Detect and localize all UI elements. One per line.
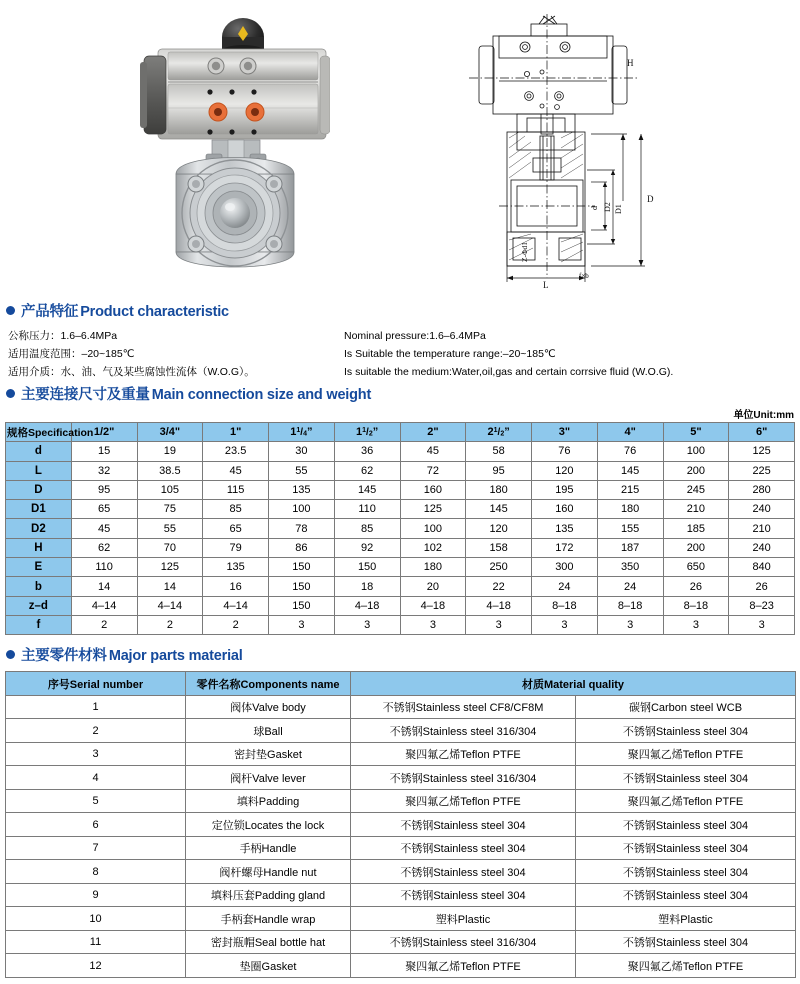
dimension-row-label: D2 <box>6 519 72 538</box>
dimension-cell: 125 <box>137 558 203 577</box>
materials-cell-part: 填料Padding <box>186 789 351 813</box>
materials-cell-part: 垫圈Gasket <box>186 954 351 978</box>
bullet-icon <box>6 306 15 315</box>
dimension-cell: 14 <box>137 577 203 596</box>
dimension-cell: 26 <box>663 577 729 596</box>
drawing-label-D1: D1 <box>614 204 623 214</box>
materials-cell-serial: 6 <box>6 813 186 837</box>
materials-table-row <box>6 813 796 837</box>
materials-cell-material-2: 聚四氟乙烯Teflon PTFE <box>576 954 796 978</box>
materials-cell-serial: 11 <box>6 930 186 954</box>
dimension-cell: 95 <box>71 480 137 499</box>
dimension-column-header: 2" <box>400 423 466 442</box>
characteristic-english-column <box>344 327 794 381</box>
dimension-column-header: 3/4" <box>137 423 203 442</box>
dimension-cell: 125 <box>729 442 795 461</box>
materials-cell-part: 手柄Handle <box>186 836 351 860</box>
dimension-cell: 38.5 <box>137 461 203 480</box>
dimension-column-header: 3" <box>532 423 598 442</box>
materials-cell-part: 球Ball <box>186 719 351 743</box>
materials-table-row <box>6 719 796 743</box>
dimension-cell: 225 <box>729 461 795 480</box>
dimension-cell: 240 <box>729 538 795 557</box>
drawing-label-D: D <box>647 194 654 204</box>
heading-en: Product characteristic <box>80 304 229 320</box>
dimension-cell: 250 <box>466 558 532 577</box>
dimension-cell: 3 <box>663 615 729 634</box>
dimension-cell: 135 <box>203 558 269 577</box>
dimension-cell: 92 <box>334 538 400 557</box>
dimension-column-header: 1/2" <box>71 423 137 442</box>
dimension-cell: 45 <box>203 461 269 480</box>
dimension-table-row <box>6 577 795 596</box>
materials-table-row <box>6 742 796 766</box>
dimension-cell: 210 <box>729 519 795 538</box>
dimension-table-row <box>6 596 795 615</box>
dimension-cell: 180 <box>466 480 532 499</box>
dimension-cell: 36 <box>334 442 400 461</box>
materials-cell-part: 阀杆Valve lever <box>186 766 351 790</box>
bullet-icon <box>6 650 15 659</box>
dimension-cell: 76 <box>597 442 663 461</box>
materials-cell-material-2: 塑料Plastic <box>576 907 796 931</box>
materials-header-serial: 序号Serial number <box>6 672 186 696</box>
dimension-cell: 2 <box>137 615 203 634</box>
dimension-cell: 4–18 <box>334 596 400 615</box>
bullet-icon <box>6 389 15 398</box>
dimension-cell: 145 <box>334 480 400 499</box>
dimension-column-header: $1^1/_2$” <box>334 423 400 442</box>
characteristic-block <box>0 325 800 383</box>
drawing-label-D2: D2 <box>603 202 612 212</box>
dimension-cell: 150 <box>334 558 400 577</box>
drawing-label-H: H <box>627 58 634 68</box>
dimension-table-header-row <box>6 423 795 442</box>
dimension-table-row <box>6 519 795 538</box>
materials-cell-serial: 3 <box>6 742 186 766</box>
materials-table-header-row <box>6 672 796 696</box>
dimension-cell: 65 <box>203 519 269 538</box>
materials-table-row <box>6 766 796 790</box>
dimension-cell: 4–14 <box>203 596 269 615</box>
materials-cell-part: 手柄套Handle wrap <box>186 907 351 931</box>
dimension-cell: 102 <box>400 538 466 557</box>
dimension-cell: 30 <box>269 442 335 461</box>
dimension-cell: 187 <box>597 538 663 557</box>
dimension-cell: 18 <box>334 577 400 596</box>
dimension-table-row <box>6 615 795 634</box>
materials-cell-serial: 12 <box>6 954 186 978</box>
dimension-cell: 180 <box>400 558 466 577</box>
dimension-cell: 3 <box>400 615 466 634</box>
characteristic-chinese-column <box>8 327 348 381</box>
dimension-cell: 4–18 <box>466 596 532 615</box>
dimension-cell: 300 <box>532 558 598 577</box>
dimension-cell: 350 <box>597 558 663 577</box>
dimension-cell: 110 <box>334 500 400 519</box>
char-cn-line-2: 适用温度范围：–20~185℃ <box>8 348 135 360</box>
dimension-column-header: 1" <box>203 423 269 442</box>
product-image-area <box>0 0 800 300</box>
dimension-table-corner-header <box>6 423 94 442</box>
dimension-column-header: 5" <box>663 423 729 442</box>
dimension-column-header: 4" <box>597 423 663 442</box>
dimension-cell: 145 <box>597 461 663 480</box>
corner-label-en: Specification <box>28 426 94 439</box>
dimension-row-label: D1 <box>6 500 72 519</box>
dimension-column-header: $2^1/_2$” <box>466 423 532 442</box>
dimension-cell: 155 <box>597 519 663 538</box>
materials-table-row <box>6 954 796 978</box>
materials-cell-material-1: 不锈钢Stainless steel 304 <box>351 813 576 837</box>
dimension-cell: 58 <box>466 442 532 461</box>
materials-table-row <box>6 883 796 907</box>
dimension-cell: 195 <box>532 480 598 499</box>
dimension-cell: 14 <box>71 577 137 596</box>
heading-cn: 主要连接尺寸及重量 <box>21 387 150 403</box>
dimension-cell: 100 <box>269 500 335 519</box>
materials-cell-material-1: 塑料Plastic <box>351 907 576 931</box>
char-en-line-1: Nominal pressure:1.6–6.4MPa <box>344 330 486 342</box>
materials-cell-part: 密封垫Gasket <box>186 742 351 766</box>
dimension-cell: 240 <box>729 500 795 519</box>
materials-cell-part: 阀体Valve body <box>186 695 351 719</box>
dimension-cell: 120 <box>466 519 532 538</box>
materials-cell-material-1: 聚四氟乙烯Teflon PTFE <box>351 954 576 978</box>
dimension-cell: 210 <box>663 500 729 519</box>
dimension-cell: 32 <box>71 461 137 480</box>
dimension-table-row <box>6 500 795 519</box>
char-en-line-3: Is suitable the medium:Water,oil,gas and certain corrsive fluid (W.O.G). <box>344 366 674 378</box>
materials-cell-material-1: 不锈钢Stainless steel 316/304 <box>351 719 576 743</box>
materials-cell-material-2: 聚四氟乙烯Teflon PTFE <box>576 789 796 813</box>
dimension-cell: 650 <box>663 558 729 577</box>
materials-cell-part: 阀杆螺母Handle nut <box>186 860 351 884</box>
dimension-cell: 76 <box>532 442 598 461</box>
materials-table-row <box>6 695 796 719</box>
dimension-cell: 22 <box>466 577 532 596</box>
dimension-cell: 840 <box>729 558 795 577</box>
materials-cell-part: 定位锁Locates the lock <box>186 813 351 837</box>
materials-cell-serial: 5 <box>6 789 186 813</box>
dimension-row-label: H <box>6 538 72 557</box>
dimension-row-label: f <box>6 615 72 634</box>
materials-cell-material-2: 不锈钢Stainless steel 304 <box>576 860 796 884</box>
dimension-cell: 150 <box>269 596 335 615</box>
materials-cell-serial: 2 <box>6 719 186 743</box>
dimension-cell: 85 <box>203 500 269 519</box>
dimension-cell: 3 <box>532 615 598 634</box>
dimension-cell: 110 <box>71 558 137 577</box>
materials-cell-material-2: 不锈钢Stainless steel 304 <box>576 813 796 837</box>
dimension-table-row <box>6 480 795 499</box>
heading-cn: 产品特征 <box>21 304 79 320</box>
dimension-cell: 180 <box>597 500 663 519</box>
materials-cell-material-1: 聚四氟乙烯Teflon PTFE <box>351 742 576 766</box>
dimension-cell: 150 <box>269 558 335 577</box>
dimension-row-label: b <box>6 577 72 596</box>
drawing-label-fb: f×b <box>579 272 589 280</box>
dimension-cell: 95 <box>466 461 532 480</box>
materials-cell-part: 密封瓶帽Seal bottle hat <box>186 930 351 954</box>
dimension-cell: 78 <box>269 519 335 538</box>
dimension-cell: 160 <box>532 500 598 519</box>
dimension-cell: 3 <box>334 615 400 634</box>
dimension-cell: 8–18 <box>663 596 729 615</box>
dimension-cell: 86 <box>269 538 335 557</box>
materials-table-row <box>6 907 796 931</box>
dimension-row-label: D <box>6 480 72 499</box>
char-cn-line-3: 适用介质：水、油、气及某些腐蚀性流体（W.O.G）。 <box>8 366 255 378</box>
dimension-cell: 160 <box>400 480 466 499</box>
dimension-cell: 3 <box>466 615 532 634</box>
dimension-cell: 2 <box>71 615 137 634</box>
dimension-cell: 75 <box>137 500 203 519</box>
materials-cell-material-2: 不锈钢Stainless steel 304 <box>576 719 796 743</box>
dimension-cell: 19 <box>137 442 203 461</box>
dimension-cell: 4–14 <box>71 596 137 615</box>
materials-cell-serial: 4 <box>6 766 186 790</box>
char-en-line-2: Is Suitable the temperature range:–20~185℃ <box>344 348 556 360</box>
dimension-cell: 3 <box>729 615 795 634</box>
dimension-row-label: z–d <box>6 596 72 615</box>
corner-label-cn: 规格 <box>7 426 28 439</box>
dimension-cell: 3 <box>269 615 335 634</box>
dimension-cell: 172 <box>532 538 598 557</box>
materials-cell-serial: 8 <box>6 860 186 884</box>
section-heading-major-parts-material <box>0 644 800 665</box>
dimension-cell: 23.5 <box>203 442 269 461</box>
dimension-cell: 8–18 <box>532 596 598 615</box>
dimension-cell: 79 <box>203 538 269 557</box>
dimension-drawing <box>455 6 685 294</box>
dimension-column-header: $1^1/_4$” <box>269 423 335 442</box>
materials-cell-material-2: 碳钢Carbon steel WCB <box>576 695 796 719</box>
dimension-cell: 55 <box>137 519 203 538</box>
materials-cell-material-1: 不锈钢Stainless steel CF8/CF8M <box>351 695 576 719</box>
dimension-cell: 72 <box>400 461 466 480</box>
dimension-table-row <box>6 558 795 577</box>
dimension-row-label: d <box>6 442 72 461</box>
unit-note: 单位Unit:mm <box>733 410 794 421</box>
dimension-cell: 16 <box>203 577 269 596</box>
dimension-cell: 200 <box>663 538 729 557</box>
materials-cell-material-1: 聚四氟乙烯Teflon PTFE <box>351 789 576 813</box>
dimension-cell: 150 <box>269 577 335 596</box>
dimension-cell: 55 <box>269 461 335 480</box>
materials-table-body <box>6 695 796 977</box>
heading-en: Main connection size and weight <box>151 387 372 403</box>
materials-table-row <box>6 860 796 884</box>
dimension-cell: 20 <box>400 577 466 596</box>
dimension-cell: 24 <box>597 577 663 596</box>
dimension-cell: 45 <box>71 519 137 538</box>
dimension-table-row <box>6 442 795 461</box>
dimension-table-row <box>6 461 795 480</box>
materials-cell-material-1: 不锈钢Stainless steel 304 <box>351 860 576 884</box>
dimension-cell: 100 <box>663 442 729 461</box>
materials-table-row <box>6 836 796 860</box>
product-photo <box>130 4 330 294</box>
dimension-column-header: 6" <box>729 423 795 442</box>
section-heading-main-connection-size <box>0 383 800 404</box>
drawing-label-d: d <box>590 206 599 210</box>
materials-cell-serial: 1 <box>6 695 186 719</box>
dimension-cell: 62 <box>334 461 400 480</box>
materials-table <box>5 671 796 978</box>
materials-cell-serial: 10 <box>6 907 186 931</box>
dimension-cell: 15 <box>71 442 137 461</box>
drawing-label-L: L <box>543 280 549 290</box>
dimension-cell: 26 <box>729 577 795 596</box>
materials-cell-material-1: 不锈钢Stainless steel 304 <box>351 883 576 907</box>
materials-table-row <box>6 930 796 954</box>
heading-cn: 主要零件材料 <box>21 648 107 665</box>
dimension-cell: 24 <box>532 577 598 596</box>
materials-cell-material-1: 不锈钢Stainless steel 316/304 <box>351 766 576 790</box>
materials-cell-part: 填料压套Padding gland <box>186 883 351 907</box>
dimension-cell: 3 <box>597 615 663 634</box>
materials-cell-material-2: 聚四氟乙烯Teflon PTFE <box>576 742 796 766</box>
dimension-cell: 158 <box>466 538 532 557</box>
dimension-cell: 8–23 <box>729 596 795 615</box>
dimension-cell: 125 <box>400 500 466 519</box>
dimension-table-body <box>6 442 795 635</box>
char-cn-line-1: 公称压力：1.6–6.4MPa <box>8 330 118 342</box>
dimension-cell: 45 <box>400 442 466 461</box>
dimension-cell: 120 <box>532 461 598 480</box>
dimension-cell: 62 <box>71 538 137 557</box>
dimension-cell: 2 <box>203 615 269 634</box>
dimension-cell: 145 <box>466 500 532 519</box>
materials-cell-material-2: 不锈钢Stainless steel 304 <box>576 766 796 790</box>
drawing-label-zd1: Z-Φd1 <box>520 241 529 262</box>
dimension-cell: 200 <box>663 461 729 480</box>
dimension-row-label: L <box>6 461 72 480</box>
dimension-cell: 8–18 <box>597 596 663 615</box>
materials-cell-material-1: 不锈钢Stainless steel 316/304 <box>351 930 576 954</box>
dimension-table <box>5 422 795 635</box>
dimension-cell: 215 <box>597 480 663 499</box>
materials-cell-serial: 9 <box>6 883 186 907</box>
materials-cell-material-2: 不锈钢Stainless steel 304 <box>576 930 796 954</box>
dimension-cell: 245 <box>663 480 729 499</box>
dimension-cell: 4–18 <box>400 596 466 615</box>
materials-cell-material-2: 不锈钢Stainless steel 304 <box>576 836 796 860</box>
materials-cell-material-1: 不锈钢Stainless steel 304 <box>351 836 576 860</box>
section-heading-product-characteristic <box>0 300 800 321</box>
materials-cell-serial: 7 <box>6 836 186 860</box>
heading-en: Major parts material <box>108 648 243 665</box>
materials-cell-material-2: 不锈钢Stainless steel 304 <box>576 883 796 907</box>
dimension-cell: 135 <box>532 519 598 538</box>
dimension-row-label: E <box>6 558 72 577</box>
dimension-cell: 70 <box>137 538 203 557</box>
materials-header-component: 零件名称Components name <box>186 672 351 696</box>
dimension-cell: 135 <box>269 480 335 499</box>
dimension-cell: 4–14 <box>137 596 203 615</box>
dimension-cell: 185 <box>663 519 729 538</box>
materials-header-quality: 材质Material quality <box>351 672 796 696</box>
dimension-cell: 280 <box>729 480 795 499</box>
materials-table-row <box>6 789 796 813</box>
dimension-table-row <box>6 538 795 557</box>
dimension-cell: 85 <box>334 519 400 538</box>
dimension-cell: 100 <box>400 519 466 538</box>
dimension-cell: 65 <box>71 500 137 519</box>
dimension-cell: 115 <box>203 480 269 499</box>
dimension-cell: 105 <box>137 480 203 499</box>
